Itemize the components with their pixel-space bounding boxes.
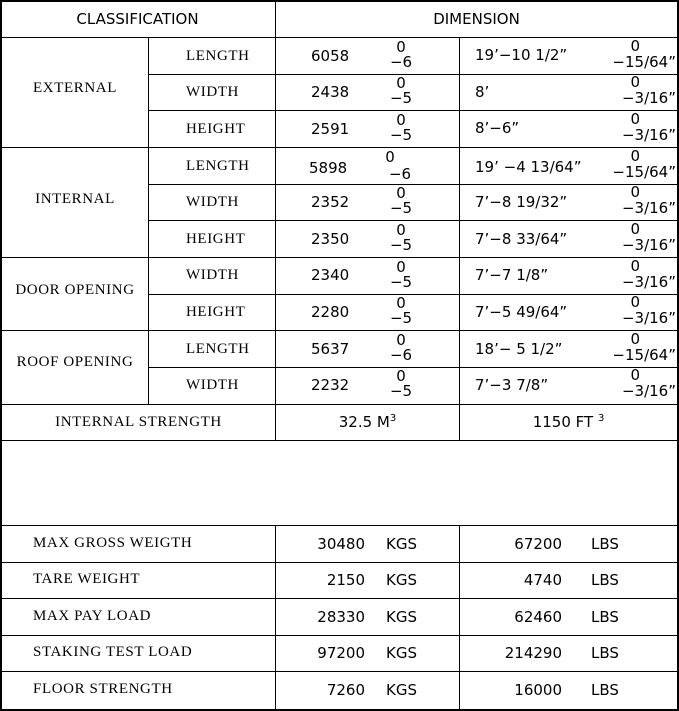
tolerance-lower: −6 — [388, 165, 412, 183]
mm-value: 2438 — [311, 83, 350, 101]
row-label: LENGTH — [186, 158, 250, 174]
tolerance-upper: 0 — [630, 183, 640, 201]
mm-tolerance — [386, 367, 416, 403]
capacity-metric-value: 32.5 M — [338, 413, 390, 431]
weight-lb-unit: LBS — [591, 644, 619, 662]
tolerance-upper: 0 — [396, 184, 406, 202]
tolerance-lower: −5 — [389, 273, 413, 291]
weight-lb: 62460 — [514, 608, 562, 626]
tolerance-lower: −3/16” — [621, 126, 676, 144]
ft-tolerance — [596, 38, 676, 74]
ft-value: 8’ — [475, 83, 490, 101]
header-dimension: DIMENSION — [433, 10, 520, 28]
mm-tolerance — [386, 331, 416, 367]
tolerance-upper: 0 — [396, 367, 406, 385]
mm-value: 5637 — [311, 340, 350, 358]
weight-label: FLOOR STRENGTH — [33, 681, 173, 697]
row-label: LENGTH — [186, 48, 250, 64]
group-label-door-opening: DOOR OPENING — [15, 282, 135, 298]
divider-v-units-bottom — [459, 525, 460, 711]
divider-h-internal — [0, 257, 679, 258]
header-classification: CLASSIFICATION — [76, 10, 199, 28]
mm-value: 2350 — [311, 230, 350, 248]
mm-value: 2352 — [311, 193, 350, 211]
weight-lb: 16000 — [514, 681, 562, 699]
capacity-metric-exponent: 3 — [389, 413, 397, 424]
tolerance-upper: 0 — [630, 220, 640, 238]
ft-value: 8’−6” — [475, 119, 520, 137]
divider-h-external — [0, 147, 679, 148]
weight-lb-unit: LBS — [591, 608, 619, 626]
weight-lb-unit: LBS — [591, 535, 619, 553]
weight-lb-unit: LBS — [591, 681, 619, 699]
row-label: HEIGHT — [186, 121, 246, 137]
weight-label: TARE WEIGHT — [33, 571, 141, 587]
ft-value: 19’ −4 13/64” — [475, 158, 582, 176]
tolerance-lower: −6 — [389, 53, 413, 71]
capacity-imperial-value: 1150 FT — [532, 413, 594, 431]
mm-tolerance — [386, 184, 416, 220]
mm-value: 2232 — [311, 376, 350, 394]
tolerance-upper: 0 — [630, 110, 640, 128]
mm-tolerance — [386, 111, 416, 147]
divider-h-header — [0, 37, 679, 38]
weight-label: STAKING TEST LOAD — [33, 644, 193, 660]
tolerance-lower: −5 — [389, 126, 413, 144]
mm-tolerance — [386, 221, 416, 257]
mm-tolerance — [386, 294, 416, 330]
row-label: WIDTH — [186, 267, 239, 283]
tolerance-lower: −15/64” — [612, 163, 676, 181]
border-top — [0, 0, 679, 2]
weight-kg: 7260 — [326, 681, 365, 699]
ft-tolerance — [596, 258, 676, 294]
divider-h-gap — [0, 525, 679, 526]
divider-h-capacity — [0, 440, 679, 441]
weight-kg-unit: KGS — [386, 681, 417, 699]
ft-tolerance — [596, 294, 676, 330]
weight-kg: 2150 — [326, 571, 365, 589]
row-label: WIDTH — [186, 194, 239, 210]
tolerance-upper: 0 — [396, 258, 406, 276]
mm-tolerance — [375, 148, 412, 184]
ft-tolerance — [596, 331, 676, 367]
mm-value: 2280 — [311, 303, 350, 321]
capacity-imperial — [460, 414, 677, 430]
ft-value: 7’−8 33/64” — [475, 230, 568, 248]
weight-kg-unit: KGS — [386, 644, 417, 662]
ft-value: 7’−8 19/32” — [475, 193, 568, 211]
ft-value: 7’−3 7/8” — [475, 376, 549, 394]
row-label: HEIGHT — [186, 304, 246, 320]
mm-value: 2591 — [311, 120, 350, 138]
tolerance-lower: −3/16” — [621, 273, 676, 291]
tolerance-upper: 0 — [630, 257, 640, 275]
group-label-roof-opening: ROOF OPENING — [16, 354, 134, 370]
ft-tolerance — [596, 221, 676, 257]
ft-value: 18’− 5 1/2” — [475, 340, 563, 358]
mm-tolerance — [386, 38, 416, 74]
divider-h-w1 — [0, 562, 679, 563]
row-label: WIDTH — [186, 84, 239, 100]
weight-kg: 30480 — [317, 535, 365, 553]
tolerance-upper: 0 — [396, 294, 406, 312]
group-label-internal: INTERNAL — [35, 191, 115, 207]
weight-kg-unit: KGS — [386, 571, 417, 589]
ft-value: 7’−7 1/8” — [475, 266, 549, 284]
row-label: LENGTH — [186, 341, 250, 357]
ft-tolerance — [596, 148, 676, 184]
weight-kg-unit: KGS — [386, 535, 417, 553]
tolerance-upper: 0 — [396, 74, 406, 92]
tolerance-lower: −3/16” — [621, 382, 676, 400]
divider-h-w2 — [0, 598, 679, 599]
divider-h-w4 — [0, 671, 679, 672]
weight-kg: 97200 — [317, 644, 365, 662]
row-label: WIDTH — [186, 377, 239, 393]
weight-label: MAX PAY LOAD — [33, 608, 152, 624]
tolerance-lower: −6 — [389, 346, 413, 364]
mm-value: 2340 — [311, 266, 350, 284]
tolerance-lower: −3/16” — [621, 89, 676, 107]
mm-tolerance — [386, 258, 416, 294]
tolerance-lower: −5 — [389, 382, 413, 400]
tolerance-lower: −5 — [389, 236, 413, 254]
tolerance-upper: 0 — [385, 148, 395, 166]
tolerance-upper: 0 — [630, 330, 640, 348]
tolerance-upper: 0 — [396, 221, 406, 239]
divider-h-roof — [0, 404, 679, 405]
tolerance-upper: 0 — [630, 147, 640, 165]
tolerance-upper: 0 — [396, 331, 406, 349]
weight-lb-unit: LBS — [591, 571, 619, 589]
weight-label: MAX GROSS WEIGTH — [33, 535, 193, 551]
ft-tolerance — [596, 367, 676, 403]
tolerance-lower: −15/64” — [612, 53, 676, 71]
tolerance-lower: −15/64” — [612, 346, 676, 364]
weight-lb: 214290 — [504, 644, 562, 662]
divider-v-main-bottom — [275, 525, 276, 711]
tolerance-lower: −3/16” — [621, 199, 676, 217]
tolerance-upper: 0 — [630, 293, 640, 311]
tolerance-lower: −5 — [389, 89, 413, 107]
tolerance-upper: 0 — [630, 37, 640, 55]
divider-h-w3 — [0, 635, 679, 636]
weight-lb: 67200 — [514, 535, 562, 553]
divider-v-units-top — [459, 37, 460, 440]
ft-tolerance — [596, 74, 676, 110]
tolerance-upper: 0 — [630, 366, 640, 384]
group-label-external: EXTERNAL — [33, 80, 117, 96]
capacity-label: INTERNAL STRENGTH — [55, 414, 222, 430]
mm-tolerance — [386, 74, 416, 110]
ft-value: 7’−5 49/64” — [475, 303, 568, 321]
tolerance-lower: −3/16” — [621, 309, 676, 327]
divider-h-door — [0, 330, 679, 331]
capacity-metric — [276, 414, 459, 430]
mm-value: 6058 — [311, 47, 350, 65]
weight-kg-unit: KGS — [386, 608, 417, 626]
tolerance-lower: −3/16” — [621, 236, 676, 254]
ft-value: 19’−10 1/2” — [475, 46, 568, 64]
tolerance-upper: 0 — [630, 73, 640, 91]
weight-lb: 4740 — [523, 571, 562, 589]
row-label: HEIGHT — [186, 231, 246, 247]
tolerance-upper: 0 — [396, 38, 406, 56]
mm-value: 5898 — [309, 159, 348, 177]
tolerance-lower: −5 — [389, 199, 413, 217]
ft-tolerance — [596, 111, 676, 147]
capacity-imperial-exponent: 3 — [597, 413, 605, 424]
ft-tolerance — [596, 184, 676, 220]
tolerance-upper: 0 — [396, 111, 406, 129]
weight-kg: 28330 — [317, 608, 365, 626]
tolerance-lower: −5 — [389, 309, 413, 327]
